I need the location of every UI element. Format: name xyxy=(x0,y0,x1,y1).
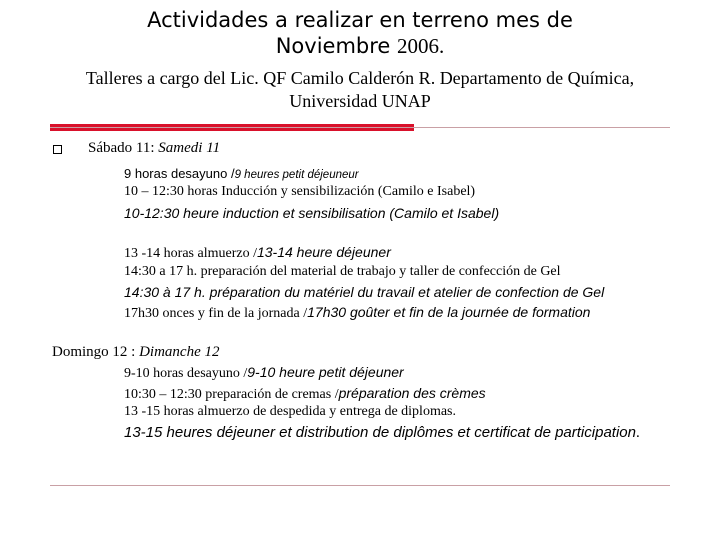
sunday-heading-fr: Dimanche 12 xyxy=(139,344,220,360)
sunday-line-4-end: . xyxy=(635,425,640,441)
sunday-line-2 xyxy=(124,385,486,403)
saturday-heading-es: Sábado 11: xyxy=(88,140,159,156)
saturday-line-4 xyxy=(124,244,391,262)
bottom-rule xyxy=(50,485,670,486)
saturday-heading xyxy=(88,140,220,157)
saturday-line-4-fr: 13-14 heure déjeuner xyxy=(256,244,391,260)
saturday-line-1-fr: 9 heures petit déjeuneur xyxy=(234,169,359,181)
sunday-line-4-fr: 13-15 heures déjeuner et distribution de diplômes et certificat de participation xyxy=(124,424,636,441)
saturday-line-5: 14:30 a 17 h. preparación del material de trabajo y taller de confección de Gel xyxy=(124,264,561,279)
sunday-line-2-fr: préparation des crèmes xyxy=(338,385,486,401)
saturday-line-4-es: 13 -14 horas almuerzo / xyxy=(124,246,257,261)
sunday-line-1-fr: 9-10 heure petit déjeuner xyxy=(247,364,404,380)
sunday-heading xyxy=(52,344,220,361)
saturday-line-7-fr: 17h30 goûter et fin de la journée de formation xyxy=(307,304,591,320)
subtitle-line1: Talleres a cargo del Lic. QF Camilo Calderón R. Departamento de Química, xyxy=(85,68,635,88)
title-month: Noviembre xyxy=(275,34,391,58)
sunday-line-1-es: 9-10 horas desayuno / xyxy=(124,366,248,381)
saturday-line-2: 10 – 12:30 horas Inducción y sensibilización (Camilo e Isabel) xyxy=(124,184,476,199)
subtitle-line2: Universidad UNAP xyxy=(289,91,431,111)
bullet-square-icon xyxy=(53,145,62,154)
sunday-line-3: 13 -15 horas almuerzo de despedida y entrega de diplomas. xyxy=(124,404,457,419)
saturday-heading-fr: Samedi 11 xyxy=(158,140,221,156)
saturday-line-6: 14:30 à 17 h. préparation du matériel du travail et atelier de confection de Gel xyxy=(124,284,605,300)
sunday-heading-es: Domingo 12 : xyxy=(52,344,140,360)
top-rule xyxy=(50,127,670,128)
saturday-line-1 xyxy=(124,166,359,182)
saturday-line-1-es: 9 horas desayuno / xyxy=(124,166,235,181)
title-year: 2006. xyxy=(397,34,445,58)
page-title-line1: Actividades a realizar en terreno mes de xyxy=(147,8,573,32)
sunday-line-2-es: 10:30 – 12:30 preparación de cremas / xyxy=(124,387,339,402)
sunday-line-4 xyxy=(124,424,640,442)
saturday-line-7-es: 17h30 onces y fin de la jornada / xyxy=(124,306,308,321)
sunday-line-1 xyxy=(124,364,404,382)
page-title-line2 xyxy=(0,34,720,59)
saturday-line-7 xyxy=(124,304,590,322)
saturday-line-3: 10-12:30 heure induction et sensibilisation (Camilo et Isabel) xyxy=(124,205,500,221)
